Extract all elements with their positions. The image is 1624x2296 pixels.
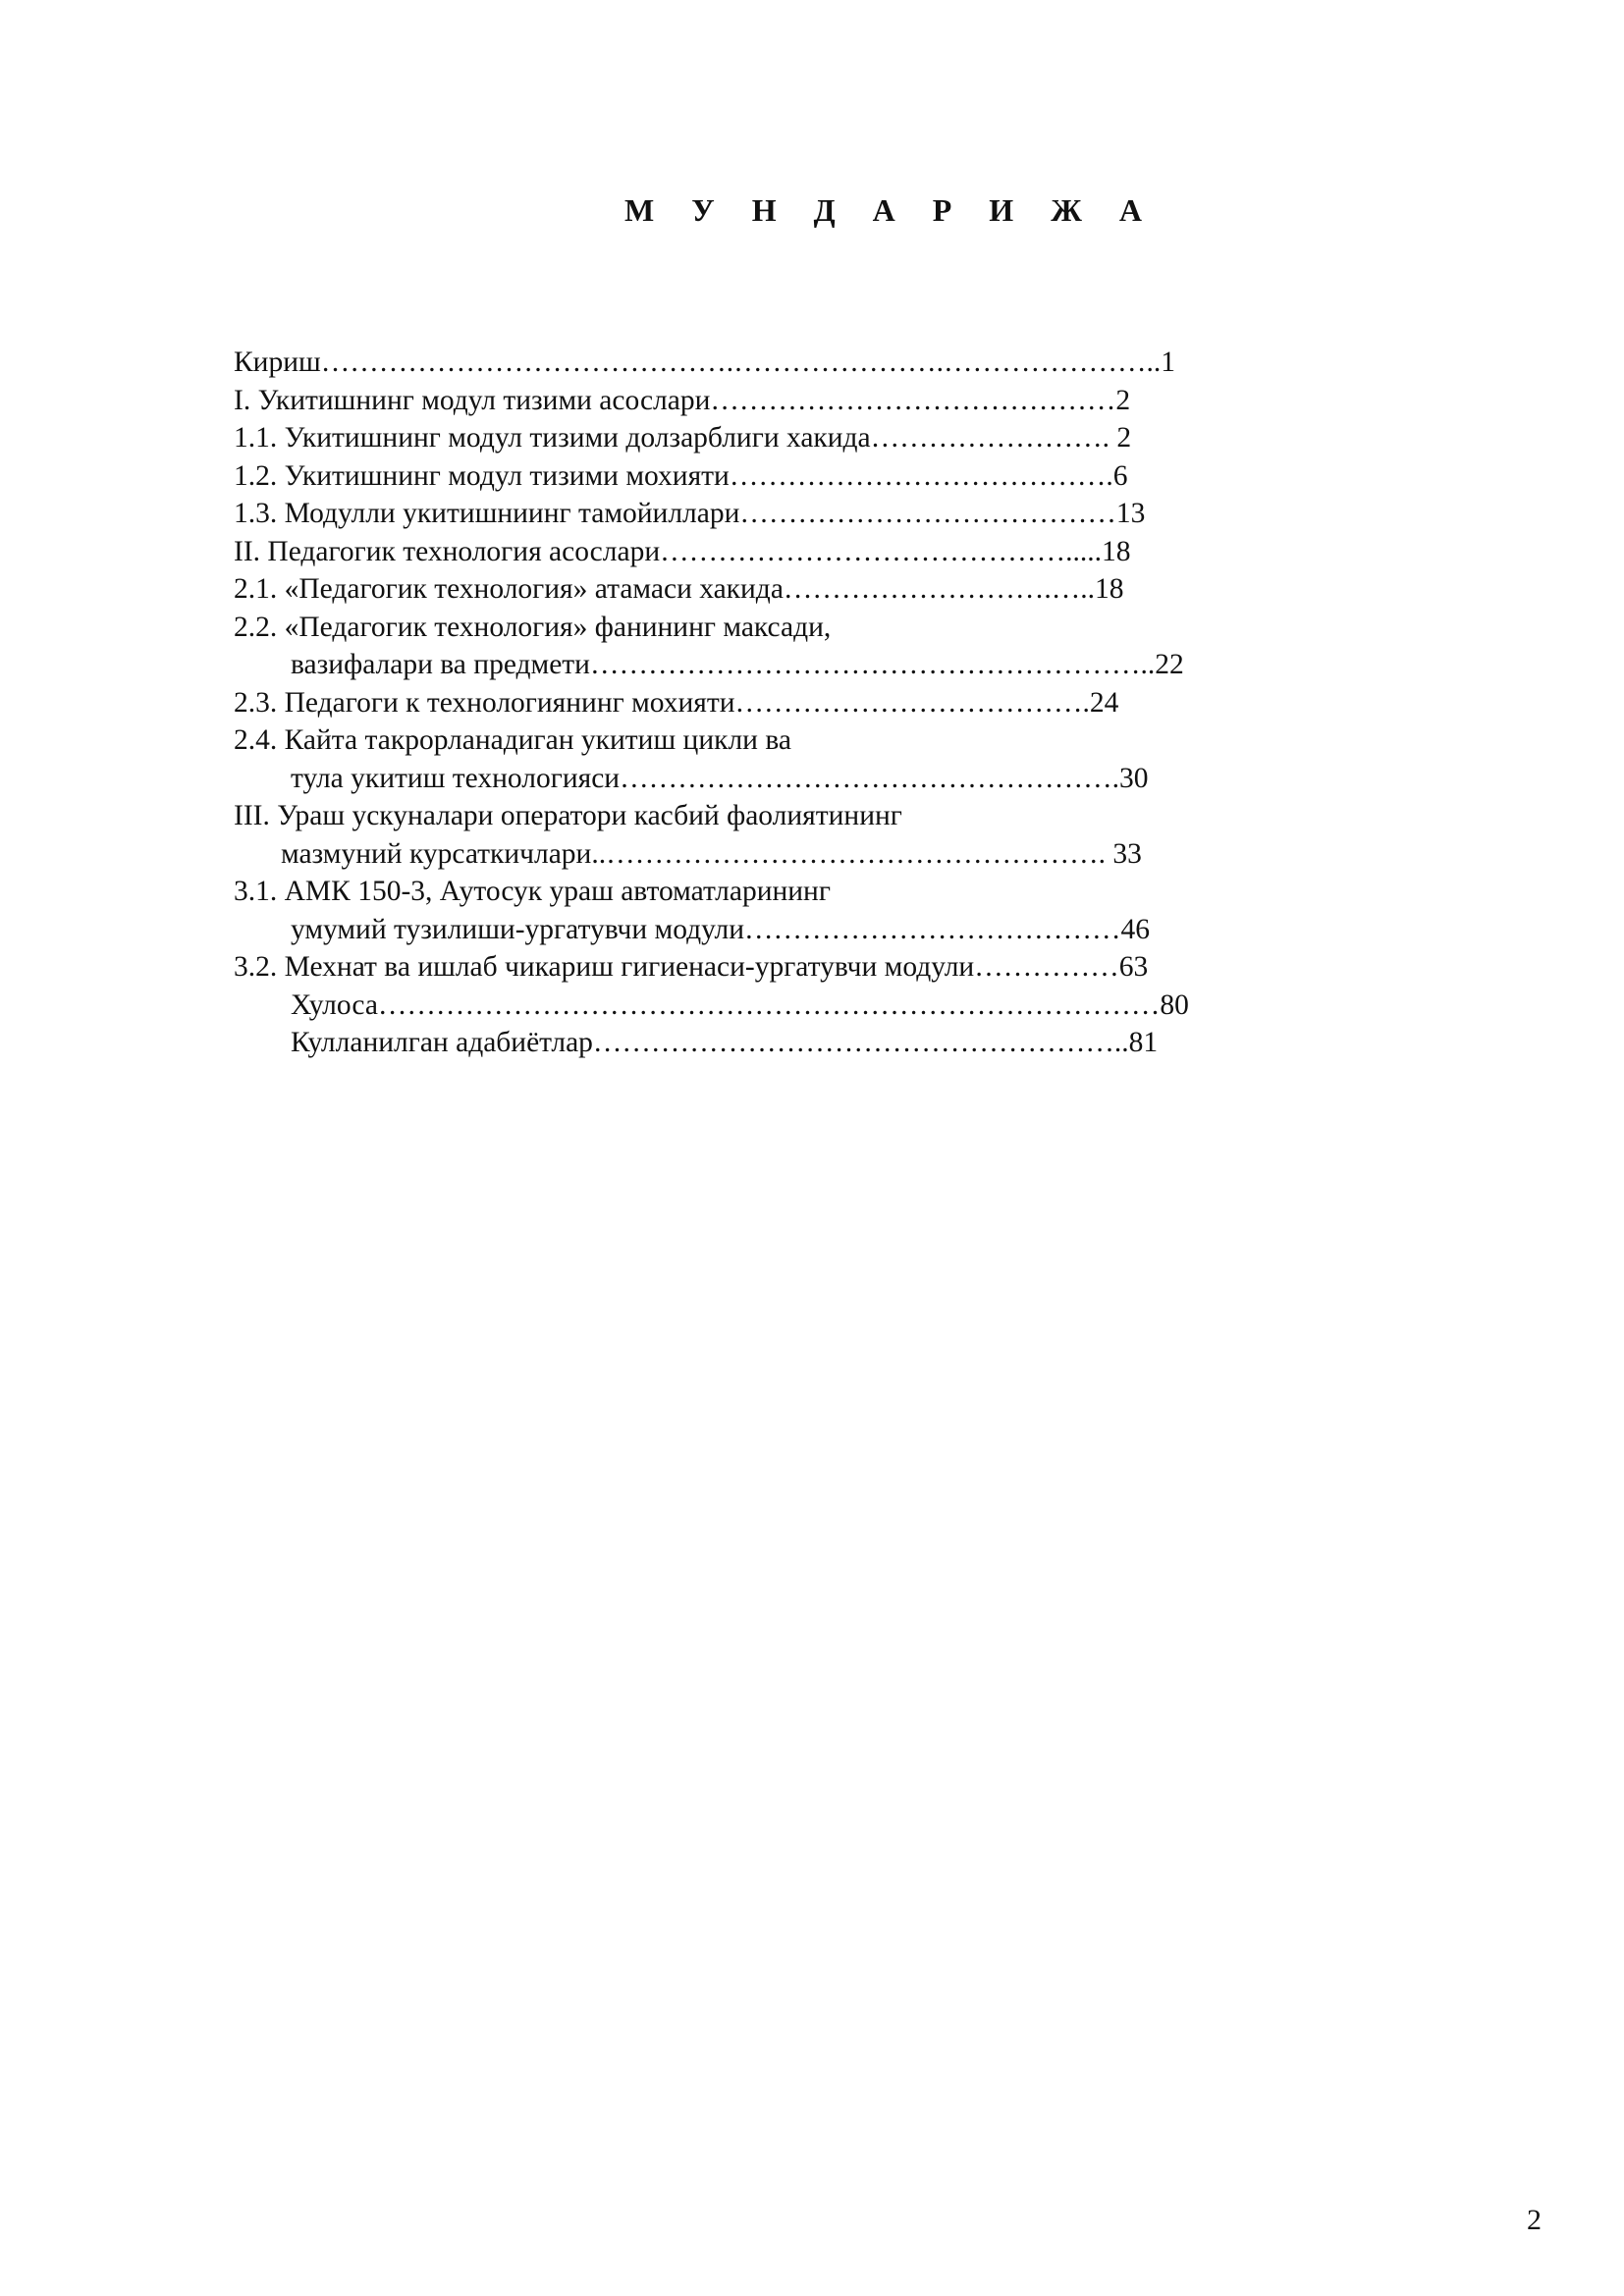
toc-entry-2-4: 2.4. Кайта такрорланадиган укитиш цикли ва xyxy=(234,724,791,756)
toc-entry-2-4-continued: тула укитиш технологияси…………………………………………….30 xyxy=(291,762,1149,794)
toc-entry-intro: Кириш…………………………………….………………….…………………..1 xyxy=(234,347,1175,378)
toc-entry-2-3: 2.3. Педагоги к технологиянинг мохияти……………………………….24 xyxy=(234,686,1119,719)
toc-entry-1-2: 1.2. Укитишнинг модул тизими мохияти………………………………….6 xyxy=(234,459,1128,492)
toc-entry-2-2-continued: вазифалари ва предмети…………………………………………………..22 xyxy=(291,649,1184,680)
toc-entry-3-1: 3.1. АМК 150-3, Аутосук ураш автоматларининг xyxy=(234,876,831,907)
toc-entry-section-1: I. Укитишнинг модул тизими асослари……………………………………2 xyxy=(234,384,1131,416)
toc-entry-1-1: 1.1. Укитишнинг модул тизими долзарблиги хакида……………………. 2 xyxy=(234,422,1132,454)
table-of-contents xyxy=(234,344,1284,1062)
toc-entry-3-1-continued: умумий тузилиши-ургатувчи модули…………………………………46 xyxy=(291,913,1151,945)
page-number: 2 xyxy=(1527,2204,1542,2236)
toc-entry-2-2: 2.2. «Педагогик технология» фанининг максади, xyxy=(234,611,832,643)
toc-entry-conclusion: Хулоса………………………………………………………………………80 xyxy=(291,988,1189,1021)
toc-entry-references: Кулланилган адабиётлар………………………………………………..81 xyxy=(291,1027,1159,1058)
toc-entry-section-3: III. Ураш ускуналари оператори касбий фаолиятининг xyxy=(234,800,902,831)
toc-entry-2-1: 2.1. «Педагогик технология» атамаси хакида……………………….…..18 xyxy=(234,573,1124,605)
toc-entry-1-3: 1.3. Модулли укитишниинг тамойиллари…………………………………13 xyxy=(234,498,1146,529)
toc-entry-section-2: II. Педагогик технология асослари…………………………………….....18 xyxy=(234,535,1131,567)
toc-entry-3-2: 3.2. Мехнат ва ишлаб чикариш гигиенаси-ургатувчи модули……………63 xyxy=(234,951,1149,983)
page-title: М У Н Д А Р И Ж А xyxy=(624,192,1157,228)
toc-entry-section-3-continued: мазмуний курсаткичлари..……………………………………………. 33 xyxy=(281,837,1142,870)
